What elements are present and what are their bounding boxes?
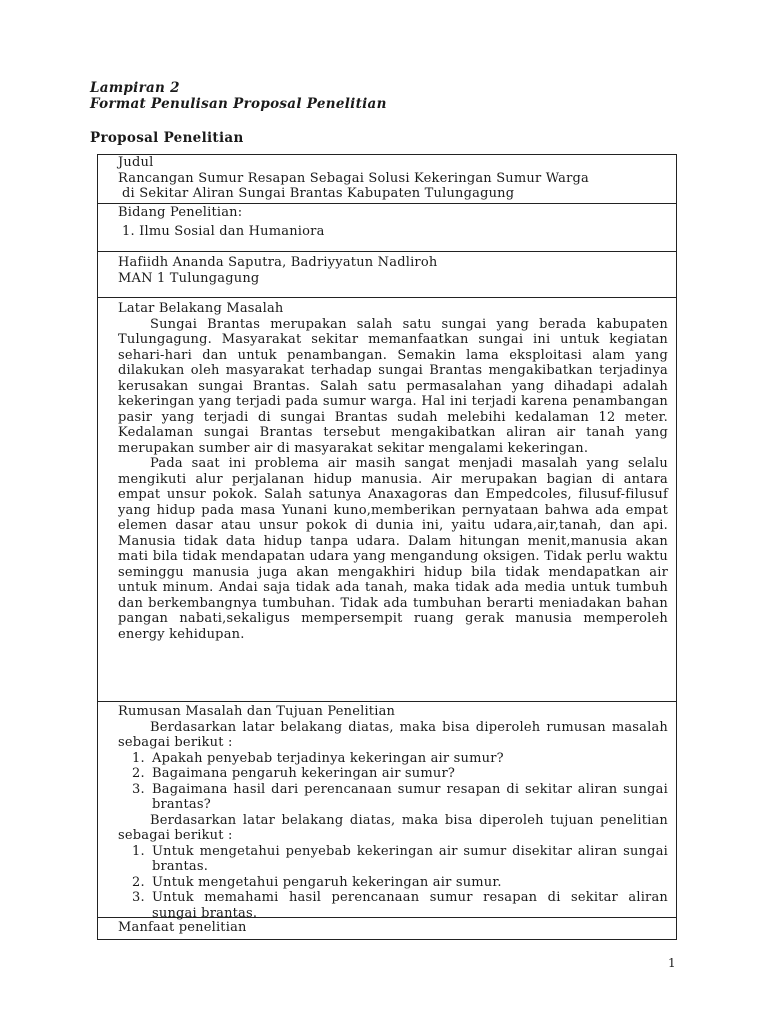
background-paragraph-1: Sungai Brantas merupakan salah satu sungai yang berada kabupaten Tulungagung. Masyarakat sekitar memanfaatkan sungai ini untuk kegiatan sehari-hari dan untuk penambangan. Semakin lama eksploitasi alam yang dilakukan oleh masyarakat terhadap sungai Brantas mengakibatkan terjadinya kerusakan sungai Brantas. Salah satu permasalahan yang dihadapi adalah kekeringan yang terjadi pada sumur warga. Hal ini terjadi karena penambangan pasir yang terjadi di sungai Brantas sudah melebihi kedalaman 12 meter. Kedalaman sungai Brantas tersebut mengakibatkan aliran air tanah yang merupakan sumber air di masyarakat sekitar mengalami kekeringan. (118, 316, 668, 456)
title-line-1: Rancangan Sumur Resapan Sebagai Solusi Kekeringan Sumur Warga (118, 170, 589, 186)
list-item: 1. Apakah penyebab terjadinya kekeringan air sumur? (132, 750, 504, 766)
page-number: 1 (668, 956, 676, 970)
proposal-heading: Proposal Penelitian (90, 130, 244, 146)
author-names: Hafiidh Ananda Saputra, Badriyyatun Nadliroh (118, 255, 438, 270)
background-cell (98, 298, 676, 702)
appendix-label: Lampiran 2 (90, 80, 180, 96)
list-item: 3. Bagaimana hasil dari perencanaan sumur resapan di sekitar aliran sungai brantas? (132, 781, 668, 812)
field-label: Bidang Penelitian: (118, 205, 243, 220)
document-header (90, 80, 387, 112)
background-paragraph-2: Pada saat ini problema air masih sangat menjadi masalah yang selalu mengikuti alur perjalanan hidup manusia. Air merupakan bagian di antara empat unsur pokok. Salah satunya Anaxagoras dan Empedcoles, filusuf-filusuf yang hidup pada masa Yunani kuno,memberikan pernyataan bahwa ada empat elemen dasar atau unsur pokok di dunia ini, yaitu udara,air,tanah, dan api. Manusia tidak data hidup tanpa udara. Dalam hitungan menit,manusia akan mati bila tidak mendapatan udara yang mengandung oksigen. Tidak perlu waktu seminggu manusia juga akan mengakhiri hidup bila tidak mendapatkan air untuk minum. Andai saja tidak ada tanah, maka tidak ada media untuk tumbuh dan berkembangnya tumbuhan. Tidak ada tumbuhan berarti meniadakan bahan pangan nabati,sekaligus mempersempit ruang gerak manusia memperoleh energy kehidupan. (118, 456, 668, 642)
title-line-2: di Sekitar Aliran Sungai Brantas Kabupaten Tulungagung (122, 186, 515, 201)
proposal-table (97, 154, 677, 940)
benefit-title: Manfaat penelitian (118, 920, 247, 935)
school-name: MAN 1 Tulungagung (118, 270, 260, 286)
objective-intro: Berdasarkan latar belakang diatas, maka bisa diperoleh tujuan penelitian sebagai berikut : (118, 812, 668, 843)
author-cell (98, 252, 676, 298)
field-item: 1. Ilmu Sosial dan Humaniora (122, 223, 325, 239)
list-item: 2. Untuk mengetahui pengaruh kekeringan air sumur. (132, 874, 502, 890)
background-title: Latar Belakang Masalah (118, 301, 284, 316)
objective-list (118, 844, 668, 922)
list-item: 2. Bagaimana pengaruh kekeringan air sumur? (132, 766, 456, 781)
format-title: Format Penulisan Proposal Penelitian (90, 96, 387, 112)
problem-cell (98, 702, 676, 921)
problem-title: Rumusan Masalah dan Tujuan Penelitian (118, 704, 396, 719)
list-item: 3. Untuk memahami hasil perencanaan sumur resapan di sekitar aliran sungai brantas. (132, 890, 668, 921)
title-label: Judul (118, 155, 154, 170)
problem-intro: Berdasarkan latar belakang diatas, maka bisa diperoleh rumusan masalah sebagai berikut : (118, 719, 668, 750)
question-list (118, 751, 668, 813)
benefit-cell (98, 918, 676, 939)
list-item: 1. Untuk mengetahui penyebab kekeringan air sumur disekitar aliran sungai brantas. (132, 843, 668, 874)
title-cell (98, 155, 676, 204)
field-cell (98, 204, 676, 252)
